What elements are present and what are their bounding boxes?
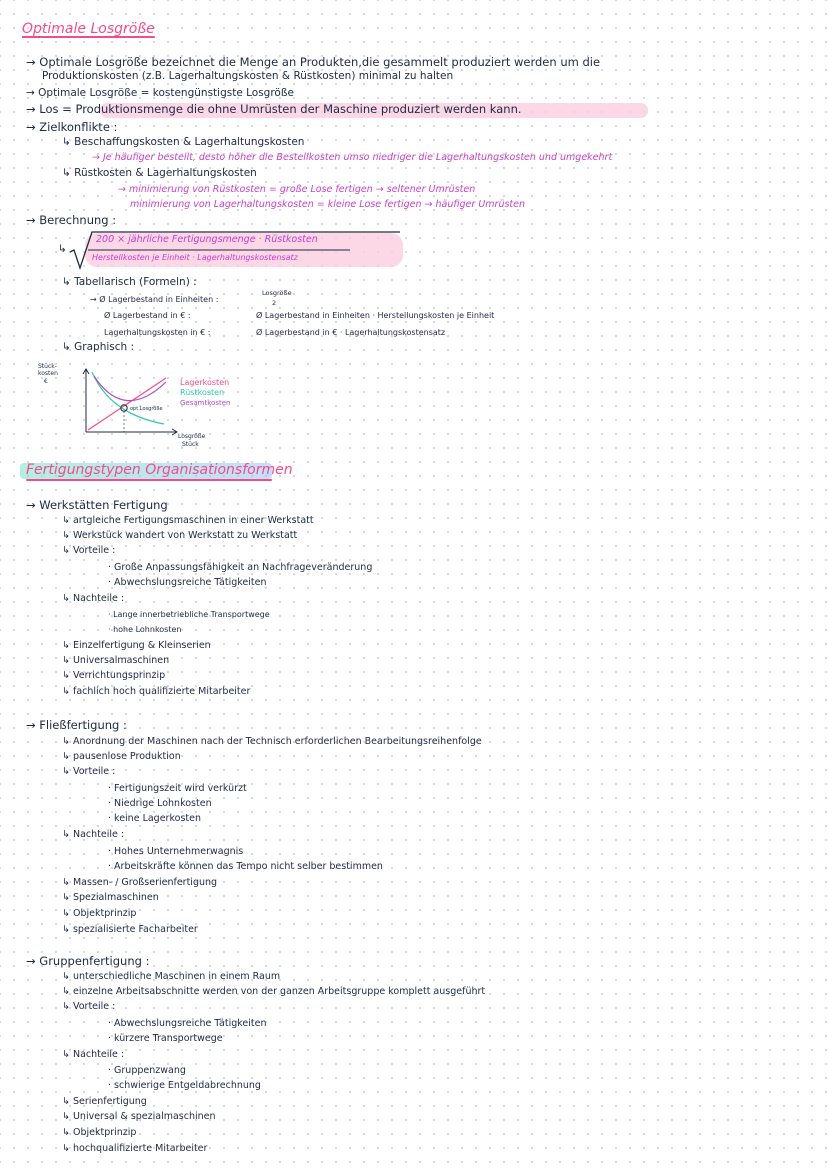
ruestkosten-item: ↳ Rüstkosten & Lagerhaltungskosten (62, 167, 257, 179)
tabelle-row-2-label: Ø Lagerbestand in € : (104, 311, 191, 320)
berechnung-heading: → Berechnung : (26, 213, 117, 227)
gruppe-merkmal: ↳ hochqualifizierte Mitarbeiter (62, 1143, 208, 1154)
y-axis-label-line-3: € (44, 378, 48, 385)
werkstatt-vorteil: · Abwechslungsreiche Tätigkeiten (108, 577, 267, 588)
zielkonflikte-heading: → Zielkonflikte : (26, 120, 118, 134)
gesamtkosten-line (94, 376, 166, 401)
werkstatt-nachteil: · Lange innerbetriebliche Transportwege (108, 610, 270, 619)
tabelle-row-1-denominator: 2 (272, 299, 277, 307)
tabelle-row-1-numerator: Losgröße (262, 289, 292, 297)
legend-lagerkosten: Lagerkosten (180, 378, 230, 387)
fliess-nachteil: · Arbeitskräfte können das Tempo nicht selber bestimmen (108, 861, 383, 872)
gruppe-item: ↳ Vorteile : (62, 1001, 116, 1012)
werkstatt-merkmal: ↳ Verrichtungsprinzip (62, 670, 166, 681)
graphisch-heading: ↳ Graphisch : (62, 341, 135, 353)
gruppenfertigung-heading: → Gruppenfertigung : (26, 954, 150, 968)
werkstatt-item: ↳ Werkstück wandert von Werkstatt zu Werkstatt (62, 530, 298, 541)
x-axis-label-line-2: Stück (182, 441, 199, 448)
definition-line-1: → Optimale Losgröße bezeichnet die Menge an Produkten,die gesammelt produziert werden um die (26, 55, 601, 69)
gruppe-item: ↳ einzelne Arbeitsabschnitte werden von der ganzen Arbeitsgruppe komplett ausgeführt (62, 986, 486, 997)
werkstatt-merkmal: ↳ fachlich hoch qualifizierte Mitarbeiter (62, 686, 251, 697)
fliess-merkmal: ↳ Objektprinzip (62, 908, 137, 919)
cost-chart (36, 360, 266, 455)
fliess-vorteil: · Niedrige Lohnkosten (108, 798, 212, 809)
werkstatt-item: ↳ artgleiche Fertigungsmaschinen in einer Werkstatt (62, 515, 314, 526)
tabelle-row-3-value: Ø Lagerbestand in € · Lagerhaltungskostensatz (256, 328, 446, 337)
ruestkosten-note-1: → minimierung von Rüstkosten = große Lose fertigen → seltener Umrüsten (118, 184, 476, 195)
legend-ruestkosten: Rüstkosten (180, 388, 225, 397)
beschaffung-item: ↳ Beschaffungskosten & Lagerhaltungskosten (62, 136, 305, 148)
tabelle-row-3-label: Lagerhaltungskosten in € : (104, 328, 211, 337)
fliess-vorteil: · keine Lagerkosten (108, 813, 201, 824)
fliessfertigung-heading: → Fließfertigung : (26, 718, 127, 732)
section-title-fertigungstypen: Fertigungstypen Organisationsformen (26, 462, 293, 478)
fliess-item: ↳ Anordnung der Maschinen nach der Technisch erforderlichen Bearbeitungsreihenfolge (62, 736, 482, 747)
gruppe-vorteil: · kürzere Transportwege (108, 1033, 223, 1044)
fliess-vorteil: · Fertigungszeit wird verkürzt (108, 783, 247, 794)
fliess-nachteile-label: ↳ Nachteile : (62, 829, 125, 840)
werkstatt-nachteile-label: ↳ Nachteile : (62, 593, 125, 604)
fliess-nachteil: · Hohes Unternehmerwagnis (108, 846, 244, 857)
gruppe-merkmal: ↳ Serienfertigung (62, 1096, 147, 1107)
gruppe-merkmal: ↳ Universal & spezialmaschinen (62, 1111, 216, 1122)
gruppe-item: ↳ unterschiedliche Maschinen in einem Raum (62, 971, 281, 982)
fliess-merkmal: ↳ Massen- / Großserienfertigung (62, 877, 218, 888)
gruppe-nachteil: · schwierige Entgeldabrechnung (108, 1080, 261, 1091)
beschaffung-note: → Je häufiger bestellt, desto höher die Bestellkosten umso niedriger die Lagerhaltungskosten und umgekehrt (92, 152, 613, 163)
werkstatt-nachteil: · hohe Lohnkosten (108, 625, 182, 634)
formula-denominator: Herstellkosten je Einheit · Lagerhaltungskostensatz (92, 253, 298, 262)
ruestkosten-line (92, 372, 164, 424)
gruppe-merkmal: ↳ Objektprinzip (62, 1127, 137, 1138)
fliess-item: ↳ Vorteile : (62, 766, 116, 777)
formula-numerator: 200 × jährliche Fertigungsmenge · Rüstkosten (96, 234, 318, 245)
tabelle-row-1-label: → Ø Lagerbestand in Einheiten : (90, 295, 219, 304)
optimum-label: opt.Losgröße (130, 406, 163, 412)
legend-gesamtkosten: Gesamtkosten (180, 399, 231, 407)
los-definition: → Los = Produktionsmenge die ohne Umrüsten der Maschine produziert werden kann. (26, 102, 522, 116)
werkstatt-vorteil: · Große Anpassungsfähigkeit an Nachfrageveränderung (108, 562, 373, 573)
fliess-merkmal: ↳ Spezialmaschinen (62, 892, 159, 903)
ruestkosten-note-2: minimierung von Lagerhaltungskosten = kleine Lose fertigen → häufiger Umrüsten (130, 199, 526, 210)
gruppe-nachteile-label: ↳ Nachteile : (62, 1049, 125, 1060)
werkstatt-item: ↳ Vorteile : (62, 545, 116, 556)
gruppe-nachteil: · Gruppenzwang (108, 1065, 186, 1076)
fliess-item: ↳ pausenlose Produktion (62, 751, 181, 762)
arrow-icon-formula: ↳ (58, 243, 67, 255)
tabellarisch-heading: ↳ Tabellarisch (Formeln) : (62, 276, 197, 288)
y-axis-label-line-2: kosten (38, 370, 58, 377)
section-title-optimale-losgroesse: Optimale Losgröße (22, 21, 155, 37)
y-axis-label-line-1: Stück- (38, 363, 57, 370)
section-title-underline (26, 479, 272, 481)
gruppe-vorteil: · Abwechslungsreiche Tätigkeiten (108, 1018, 267, 1029)
werkstatt-merkmal: ↳ Universalmaschinen (62, 655, 170, 666)
werkstatt-merkmal: ↳ Einzelfertigung & Kleinserien (62, 640, 211, 651)
fliess-merkmal: ↳ spezialisierte Facharbeiter (62, 924, 198, 935)
x-axis-label-line-1: Losgröße (178, 433, 206, 440)
tabelle-row-2-value: Ø Lagerbestand in Einheiten · Herstellungskosten je Einheit (256, 311, 495, 320)
definition-line-3: → Optimale Losgröße = kostengünstigste Losgröße (26, 87, 294, 99)
werkstatt-heading: → Werkstätten Fertigung (26, 498, 168, 512)
definition-line-2: Produktionskosten (z.B. Lagerhaltungskosten & Rüstkosten) minimal zu halten (42, 70, 454, 82)
